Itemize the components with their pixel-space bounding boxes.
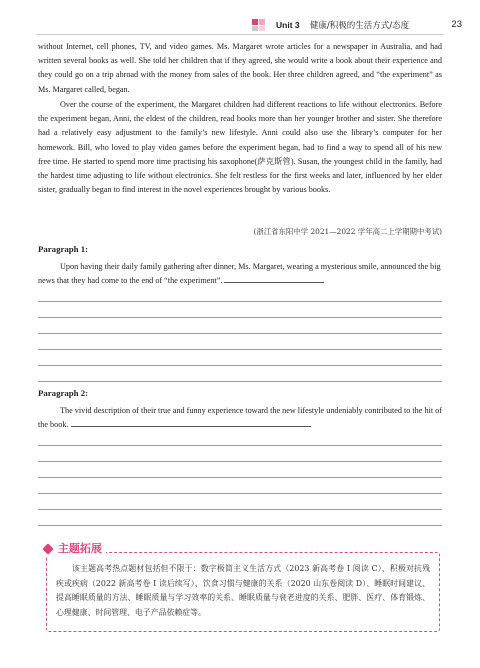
answer-line[interactable] — [38, 365, 442, 366]
answer-line[interactable] — [38, 317, 442, 318]
unit-label: Unit 3 — [276, 20, 300, 30]
answer-line[interactable] — [38, 461, 442, 462]
diamond-icon — [42, 543, 53, 554]
answer-line[interactable] — [38, 509, 442, 510]
decorative-squares-icon — [252, 19, 268, 31]
answer-line[interactable] — [38, 525, 442, 526]
paragraph-2-prompt-text: The vivid description of their true and funny experience toward the new lifestyle undeniably contributed to the hit of the book. — [38, 406, 442, 430]
topic-extension-title — [40, 540, 106, 556]
unit-title: 健康/积极的生活方式/态度 — [309, 21, 410, 31]
answer-blank-inline[interactable] — [71, 418, 311, 427]
answer-line[interactable] — [38, 445, 442, 446]
topic-extension-title-text: 主题拓展 — [57, 542, 102, 555]
paragraph-1-label: Paragraph 1: — [38, 244, 89, 254]
passage-paragraph-1: without Internet, cell phones, TV, and video games. Ms. Margaret wrote articles for a newspaper in Australia, and had written several books as well. She told her children that if they agreed, she would write a book about their experience and they could go on a trip abroad with the money from sales of the book. Her three children agreed, and “the experiment” as Ms. Margaret called, began. — [38, 42, 442, 94]
paragraph-2-label: Paragraph 2: — [38, 388, 89, 398]
topic-extension-text: 该主题高考热点题材包括但不限于：数字极简主义生活方式（2023 新高考卷 I 阅读 C）、积极对抗残疾或疾病（2022 新高考卷 I 读后续写）、饮食习惯与健康的关系（2020 山东卷阅读 D）、睡眠时间建议、提高睡眠质量的方法、睡眠质量与学习效率的关系、睡眠质量与衰老进度的关系、肥胖、医疗、体育锻炼、心理健康、时间管理、电子产品依赖症等。 — [56, 564, 430, 617]
answer-line[interactable] — [38, 349, 442, 350]
header-title — [276, 18, 409, 33]
answer-line[interactable] — [38, 381, 442, 382]
page-header — [252, 18, 462, 32]
header-divider — [36, 34, 444, 35]
answer-blank-inline[interactable] — [224, 274, 324, 283]
paragraph-1-prompt — [38, 260, 442, 289]
passage-paragraph-2: Over the course of the experiment, the Margaret children had different reactions to life without electronics. Before the experiment began, Anni, the eldest of the children, read books more than her younger brother and sister. She therefore had a relatively easy adjustment to the family’s new lifestyle. Anni could also use the library’s computer for her homework. Bill, who loved to play video games before the experiment began, had to find a way to spend all of his new free time. He started to spend more time practising his saxophone(萨克斯管). Susan, the youngest child in the family, had the hardest time adjusting to life without electronics. She felt restless for the first weeks and later, influenced by her elder sister, gradually began to find interest in the novel experiences brought by various books. — [38, 100, 442, 195]
answer-line[interactable] — [38, 333, 442, 334]
paragraph-1-prompt-text: Upon having their daily family gathering after dinner, Ms. Margaret, wearing a mysterious smile, announced the big news that they had come to the end of “the experiment”. — [38, 262, 441, 286]
answer-line[interactable] — [38, 493, 442, 494]
answer-line[interactable] — [38, 301, 442, 302]
answer-line[interactable] — [38, 477, 442, 478]
paragraph-2-prompt — [38, 404, 442, 433]
passage-source: (浙江省东阳中学 2021—2022 学年高二上学期期中考试) — [253, 227, 442, 236]
page-number: 23 — [451, 19, 462, 30]
